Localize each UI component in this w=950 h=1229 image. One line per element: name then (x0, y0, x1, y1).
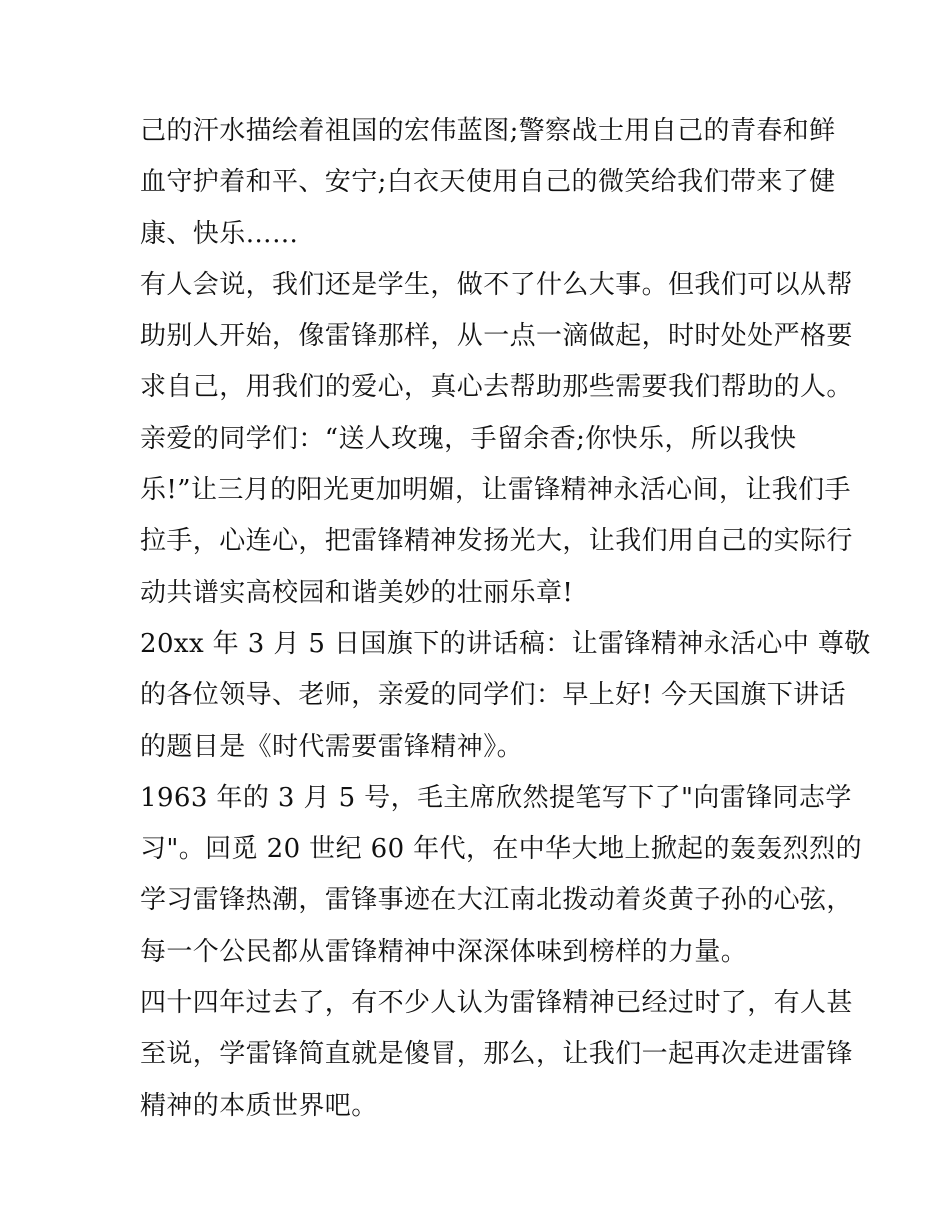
text-line: 的题目是《时代需要雷锋精神》。 (140, 731, 524, 762)
text-line: 至说，学雷锋简直就是傻冒，那么，让我们一起再次走进雷锋 (140, 1039, 853, 1070)
text-line: 四十四年过去了，有不少人认为雷锋精神已经过时了，有人甚 (140, 988, 853, 1019)
text-line: 拉手，心连心，把雷锋精神发扬光大，让我们用自己的实际行 (140, 526, 853, 557)
text-line: 康、快乐…… (140, 218, 299, 249)
document-body-text (140, 106, 871, 1132)
text-line: 乐!”让三月的阳光更加明媚，让雷锋精神永活心间，让我们手 (140, 475, 851, 506)
text-line: 己的汗水描绘着祖国的宏伟蓝图;警察战士用自己的青春和鲜 (140, 116, 836, 146)
text-line: 有人会说，我们还是学生，做不了什么大事。但我们可以从帮 (140, 269, 853, 300)
text-line: 血守护着和平、安宁;白衣天使用自己的微笑给我们带来了健 (140, 167, 836, 198)
text-line: 亲爱的同学们：“送人玫瑰，手留余香;你快乐，所以我快 (140, 423, 797, 454)
text-line: 动共谱实高校园和谐美妙的壮丽乐章! (140, 577, 574, 608)
text-line: 学习雷锋热潮，雷锋事迹在大江南北拨动着炎黄子孙的心弦， (140, 885, 853, 916)
text-line: 1963 年的 3 月 5 号，毛主席欣然提笔写下了"向雷锋同志学 (140, 782, 852, 813)
text-line: 助别人开始，像雷锋那样，从一点一滴做起，时时处处严格要 (140, 321, 853, 352)
text-line: 20xx 年 3 月 5 日国旗下的讲话稿：让雷锋精神永活心中 尊敬 (140, 628, 871, 659)
text-line: 的各位领导、老师，亲爱的同学们：早上好! 今天国旗下讲话 (140, 680, 846, 711)
text-line: 习"。回觅 20 世纪 60 年代，在中华大地上掀起的轰轰烈烈的 (140, 834, 862, 865)
text-line: 每一个公民都从雷锋精神中深深体味到榜样的力量。 (140, 936, 748, 967)
text-line: 求自己，用我们的爱心，真心去帮助那些需要我们帮助的人。 (140, 372, 853, 403)
text-line: 精神的本质世界吧。 (140, 1090, 378, 1121)
